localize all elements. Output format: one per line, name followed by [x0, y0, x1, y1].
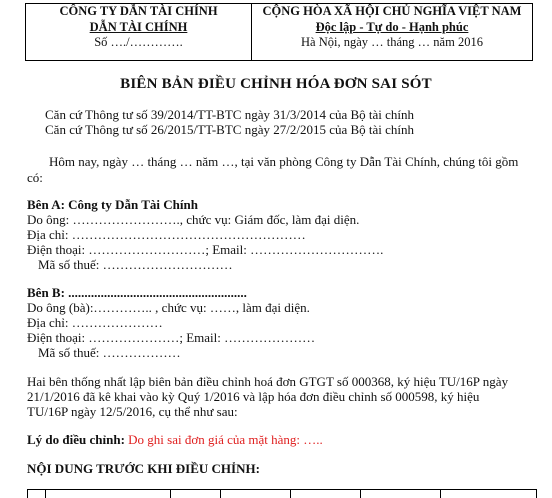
- agreement-text: TU/16P ngày 12/5/2016, cụ thể như sau:: [27, 404, 238, 419]
- reason-value: Do ghi sai đơn giá của mặt hàng: …..: [128, 432, 323, 447]
- document-title: BIÊN BẢN ĐIỀU CHỈNH HÓA ĐƠN SAI SÓT: [120, 76, 432, 92]
- document-number: Số …./………….: [94, 35, 183, 49]
- party-a-address: Địa chỉ: ………………………………………………: [27, 227, 306, 242]
- nation-block: [252, 4, 533, 61]
- agreement-text: 21/1/2016 đã kê khai vào kỳ Quý 1/2016 và lập hóa đơn điều chỉnh số 000598, ký hiệu: [27, 389, 480, 404]
- motto: Độc lập - Tự do - Hạnh phúc: [315, 19, 469, 34]
- company-subname: DẪN TÀI CHÍNH: [89, 19, 188, 34]
- party-b-tax-code: Mã số thuế: ………………: [38, 345, 181, 360]
- party-b-representative: Do ông (bà):………….. , chức vụ: ……, làm đại diện.: [27, 300, 310, 315]
- table-column-divider: [220, 490, 221, 498]
- reason-line: [27, 432, 323, 447]
- party-a-tax-code: Mã số thuế: …………………………: [38, 257, 233, 272]
- company-block: [26, 4, 252, 61]
- table-column-divider: [45, 490, 46, 498]
- company-name: CÔNG TY DẪN TÀI CHÍNH: [59, 4, 218, 18]
- table-column-divider: [170, 490, 171, 498]
- party-a-representative: Do ông: ……………………., chức vụ: Giám đốc, làm đại diện.: [27, 212, 360, 227]
- section-heading: NỘI DUNG TRƯỚC KHI ĐIỀU CHỈNH:: [27, 461, 260, 476]
- place-date: Hà Nội, ngày … tháng … năm 2016: [301, 35, 483, 49]
- table-column-divider: [290, 490, 291, 498]
- table-column-divider: [440, 490, 441, 498]
- party-b-heading: Bên B: .......................................................: [27, 285, 247, 300]
- nation-title: CỘNG HÒA XÃ HỘI CHỦ NGHĨA VIỆT NAM: [262, 4, 522, 18]
- table-column-divider: [360, 490, 361, 498]
- intro-text-continued: có:: [27, 170, 43, 185]
- party-b-address: Địa chỉ: …………………: [27, 315, 163, 330]
- intro-text: Hôm nay, ngày … tháng … năm …, tại văn phòng Công ty Dẫn Tài Chính, chúng tôi gồm: [49, 154, 519, 169]
- party-a-heading: Bên A: Công ty Dẫn Tài Chính: [27, 197, 198, 212]
- agreement-text: Hai bên thống nhất lập biên bản điều chỉnh hoá đơn GTGT số 000368, ký hiệu TU/16P ngày: [27, 374, 509, 389]
- basis-line: Căn cứ Thông tư số 39/2014/TT-BTC ngày 31/3/2014 của Bộ tài chính: [45, 107, 415, 122]
- party-b-phone-email: Điện thoại: …………………; Email: …………………: [27, 330, 316, 345]
- header-table: [25, 3, 533, 61]
- party-a-phone-email: Điện thoại: ………………………; Email: ………………………….: [27, 242, 384, 257]
- reason-label: Lý do điều chỉnh:: [27, 432, 125, 447]
- basis-line: Căn cứ Thông tư số 26/2015/TT-BTC ngày 27/2/2015 của Bộ tài chính: [45, 122, 415, 137]
